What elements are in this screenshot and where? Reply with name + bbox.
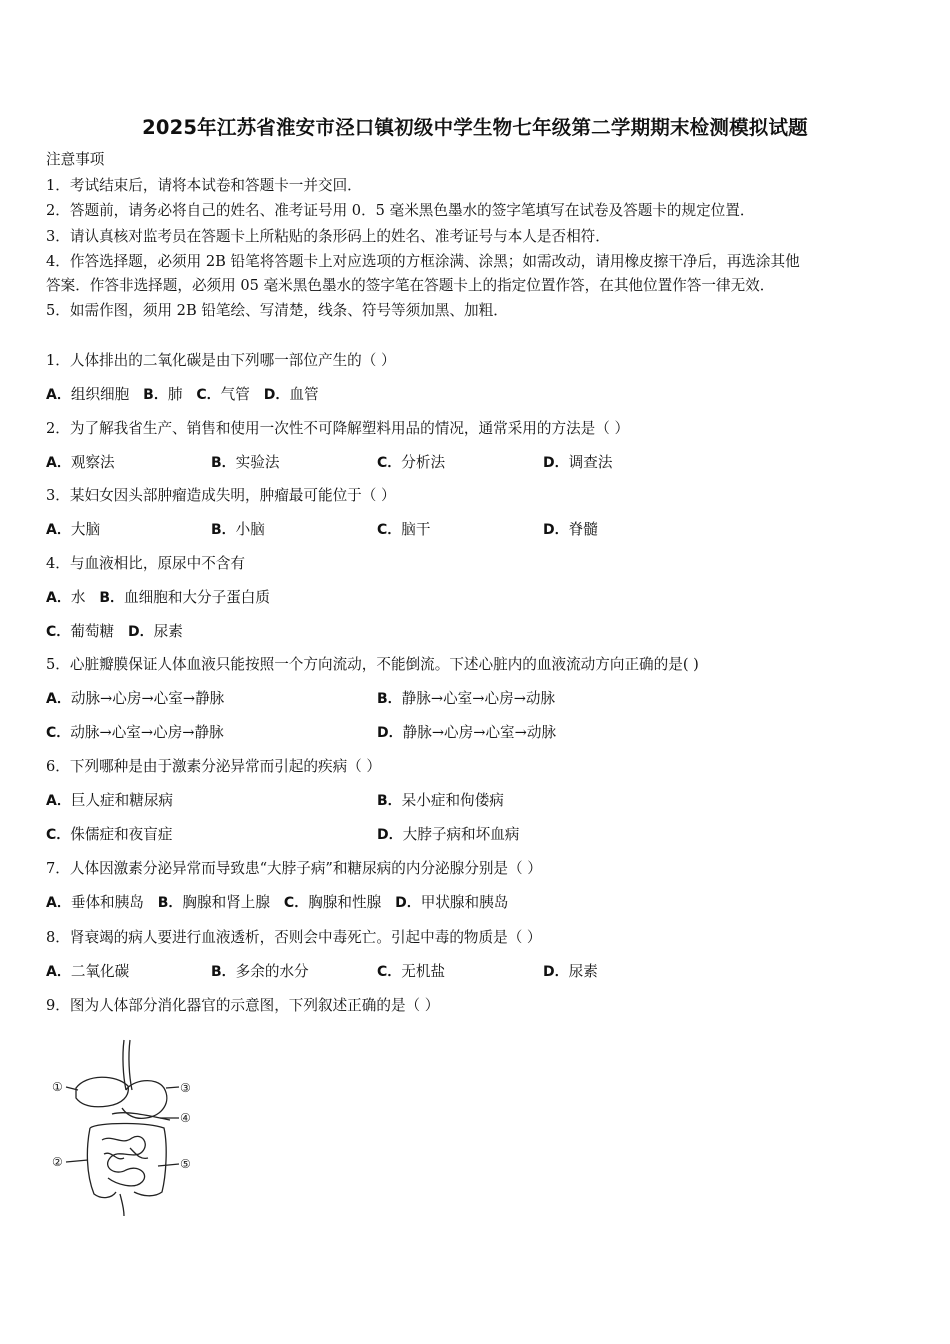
question-1-stem: 1．人体排出的二氧化碳是由下列哪一部位产生的（ ） — [46, 352, 396, 369]
question-4-row-2: C．葡萄糖 D．尿素 — [46, 623, 183, 640]
option-b: B．静脉→心室→心房→动脉 — [377, 690, 556, 707]
option-text: 血管 — [289, 386, 319, 403]
notice-item: 1．考试结束后，请将本试卷和答题卡一并交回． — [46, 177, 362, 194]
option-a: A．动脉→心房→心室→静脉 — [46, 690, 225, 707]
question-7-options: A．垂体和胰岛 B．胸腺和肾上腺 C．胸腺和性腺 D．甲状腺和胰岛 — [46, 894, 509, 911]
notice-heading: 注意事项 — [46, 151, 105, 168]
leader-line — [66, 1160, 88, 1162]
label-3: ③ — [180, 1081, 191, 1095]
option-text: 气管 — [220, 386, 250, 403]
label-2: ② — [52, 1155, 63, 1169]
notice-item: 4．作答选择题，必须用 2B 铅笔将答题卡上对应选项的方框涂满、涂黑；如需改动，请用橡皮擦干净后，再选涂其他 — [46, 253, 800, 270]
question-8-stem: 8．肾衰竭的病人要进行血液透析，否则会中毒死亡。引起中毒的物质是（ ） — [46, 929, 542, 946]
option-c: C．分析法 — [377, 454, 446, 471]
option-b: B．小脑 — [211, 521, 265, 538]
small-intestine-coils — [102, 1136, 145, 1185]
option-label: A． — [46, 387, 71, 403]
option-a: A．二氧化碳 — [46, 963, 130, 980]
label-1: ① — [52, 1080, 63, 1094]
option-c: C．动脉→心室→心房→静脉 — [46, 724, 224, 741]
option-d: D．脊髓 — [543, 521, 598, 538]
option-d: D．静脉→心房→心室→动脉 — [377, 724, 557, 741]
option-a: A．大脑 — [46, 521, 101, 538]
option-label: D． — [263, 387, 290, 403]
option-d: D．大脖子病和坏血病 — [377, 826, 520, 843]
question-4-stem: 4．与血液相比，原尿中不含有 — [46, 555, 246, 572]
label-4: ④ — [180, 1111, 191, 1125]
notice-item: 答案．作答非选择题，必须用 05 毫米黑色墨水的签字笔在答题卡上的指定位置作答，在其他位置作答一律无效． — [46, 277, 775, 294]
option-d: D．调查法 — [543, 454, 613, 471]
question-5-stem: 5．心脏瓣膜保证人体血液只能按照一个方向流动，不能倒流。下述心脏内的血液流动方向正确的是( ) — [46, 656, 699, 673]
question-6-stem: 6．下列哪种是由于激素分泌异常而引起的疾病（ ） — [46, 758, 381, 775]
option-b: B．多余的水分 — [211, 963, 309, 980]
question-9-stem: 9．图为人体部分消化器官的示意图，下列叙述正确的是（ ） — [46, 997, 440, 1014]
liver-outline — [76, 1077, 128, 1106]
question-4-row-1: A．水 B．血细胞和大分子蛋白质 — [46, 589, 270, 606]
page-title: 2025年江苏省淮安市泾口镇初级中学生物七年级第二学期期末检测模拟试题 — [142, 116, 808, 139]
question-2-stem: 2．为了解我省生产、销售和使用一次性不可降解塑料用品的情况，通常采用的方法是（ ） — [46, 420, 630, 437]
option-b: B．呆小症和佝偻病 — [377, 792, 504, 809]
option-b: B．实验法 — [211, 454, 280, 471]
label-5: ⑤ — [180, 1157, 191, 1171]
option-text: 肺 — [167, 386, 183, 403]
option-d: D．尿素 — [543, 963, 598, 980]
option-c: C．无机盐 — [377, 963, 446, 980]
option-c: C．脑干 — [377, 521, 431, 538]
question-1-options — [46, 385, 319, 405]
option-label: C． — [196, 387, 221, 403]
notice-item: 5．如需作图，须用 2B 铅笔绘、写清楚，线条、符号等须加黑、加粗． — [46, 302, 508, 319]
digestive-system-figure — [46, 1036, 206, 1218]
option-c: C．侏儒症和夜盲症 — [46, 826, 173, 843]
option-label: B． — [143, 387, 168, 403]
notice-item: 2．答题前，请务必将自己的姓名、准考证号用 0．5 毫米黑色墨水的签字笔填写在试卷及答题卡的规定位置． — [46, 202, 755, 219]
question-7-stem: 7．人体因激素分泌异常而导致患“大脖子病”和糖尿病的内分泌腺分别是（ ） — [46, 860, 542, 877]
question-3-stem: 3．某妇女因头部肿瘤造成失明，肿瘤最可能位于（ ） — [46, 487, 396, 504]
option-a: A．巨人症和糖尿病 — [46, 792, 174, 809]
notice-item: 3．请认真核对监考员在答题卡上所粘贴的条形码上的姓名、准考证号与本人是否相符． — [46, 228, 610, 245]
large-intestine-outline — [90, 1124, 166, 1196]
leader-line — [166, 1087, 179, 1088]
option-text: 组织细胞 — [70, 386, 130, 403]
option-a: A．观察法 — [46, 454, 115, 471]
leader-line — [158, 1164, 179, 1166]
